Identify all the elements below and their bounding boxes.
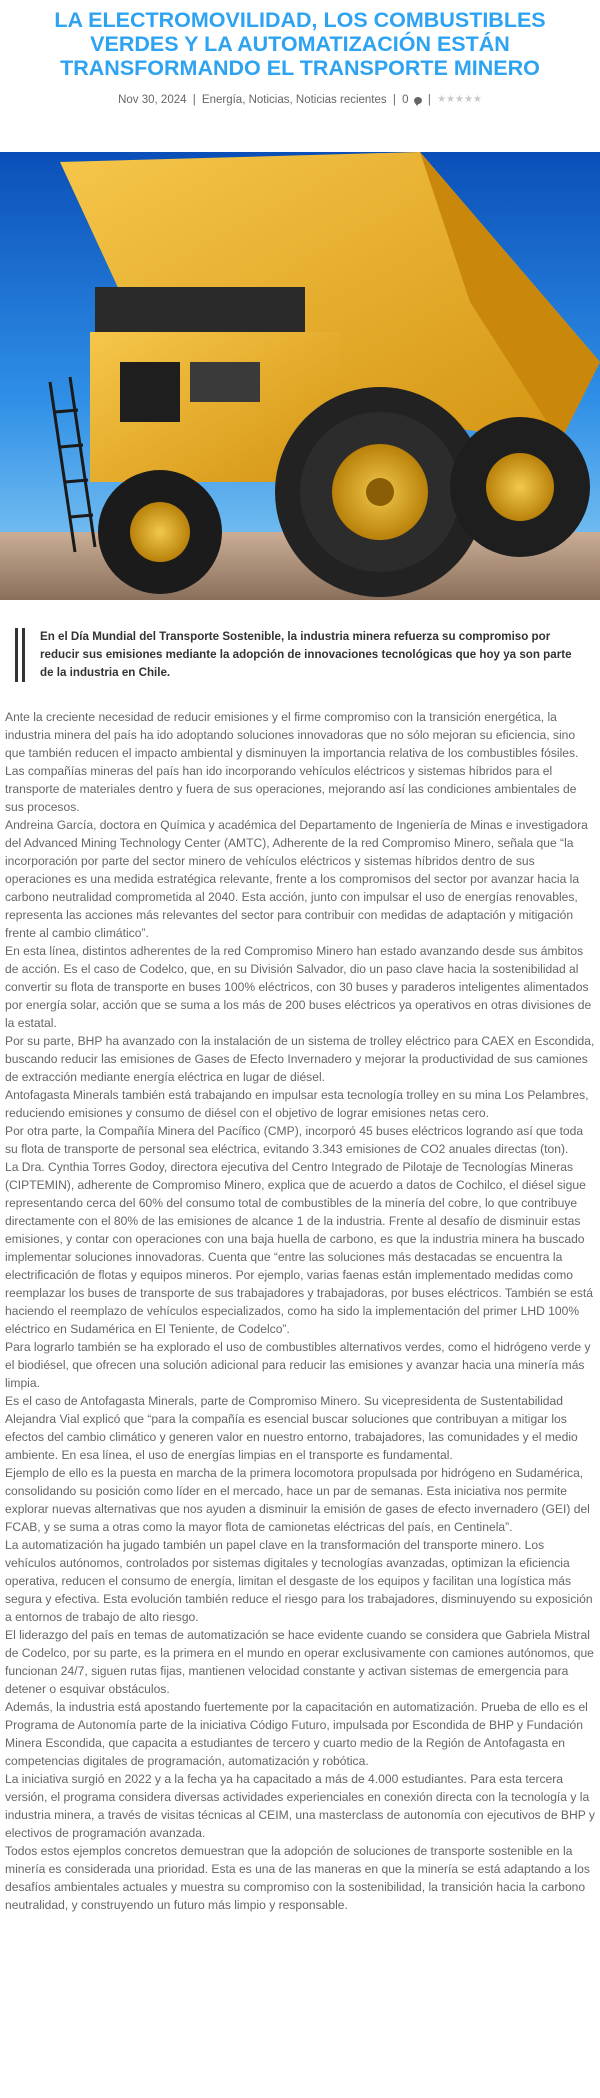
paragraph: Es el caso de Antofagasta Minerals, parte de Compromiso Minero. Su vicepresidenta de Sustentabilidad Alejandra Vial explicó que “para la compañía es esencial buscar soluciones que contribuyan a mitigar los efectos del cambio climático y generen valor en nuestro entorno, trabajadores, las comunidades y el medio ambiente. En esa línea, el uso de energías limpias en el transporte es fundamental. — [5, 1394, 578, 1462]
paragraph: Además, la industria está apostando fuertemente por la capacitación en automatización. Prueba de ello es el Programa de Autonomía parte de la iniciativa Código Futuro, impulsada por Escondida de BHP y Fundación Minera Escondida, que capacita a estudiantes de tercero y cuarto medio de la Región de Antofagasta en competencias digitales de programación, automatización y robótica. — [5, 1700, 588, 1768]
quote-bar — [15, 628, 18, 682]
paragraph: Ante la creciente necesidad de reducir emisiones y el firme compromiso con la transición energética, la industria minera del país ha ido adoptando soluciones innovadoras que no sólo mejoran su eficiencia, sino que también reducen el impacto ambiental y disminuyen la importancia relativa de los combustibles fósiles. Las compañías mineras del país han ido incorporando vehículos eléctricos y sistemas híbridos para el transporte de materiales dentro y fuera de sus operaciones, mejorando así las condiciones ambientales de sus procesos. — [5, 710, 579, 814]
paragraph: Ejemplo de ello es la puesta en marcha de la primera locomotora propulsada por hidrógeno en Sudamérica, consolidando su posición como líder en el mercado, hace un par de semanas. Esta iniciativa nos permite explorar nuevas alternativas que nos ayuden a disminuir la emisión de gases de efecto invernadero (GEI) del FCAB, y se suma a otras como la mayor flota de camionetas eléctricas del país, en Centinela”. — [5, 1466, 590, 1534]
paragraph: Todos estos ejemplos concretos demuestran que la adopción de soluciones de transporte sostenible en la minería es considerada una prioridad. Esta es una de las maneras en que la minería se está adaptando a los desafíos ambientales actuales y muestra su compromiso con la sostenibilidad, la transición hacia la carbono neutralidad, y construyendo un futuro más limpio y responsable. — [5, 1844, 590, 1912]
paragraph: Para lograrlo también se ha explorado el uso de combustibles alternativos verdes, como el hidrógeno verde y el biodiésel, que ofrecen una solución adicional para reducir las emisiones y avanzar hacia una minería más limpia. — [5, 1340, 591, 1390]
article-body — [5, 708, 595, 1914]
hero-image — [0, 152, 600, 600]
paragraph: Por otra parte, la Compañía Minera del Pacífico (CMP), incorporó 45 buses eléctricos logrando así que toda su flota de transporte de personal sea eléctrica, evitando 3.343 emisiones de CO2 anuales directas (ton). — [5, 1124, 584, 1156]
lead-quote — [0, 628, 600, 682]
comments-link[interactable] — [402, 94, 422, 106]
mining-haul-truck-icon — [0, 152, 600, 600]
category-link-energia[interactable]: Energía — [201, 94, 243, 107]
category-link-noticias[interactable]: Noticias — [248, 94, 290, 107]
paragraph: Antofagasta Minerals también está trabajando en impulsar esta tecnología trolley en su mina Los Pelambres, reduciendo emisiones y consumo de diésel con el objetivo de lograr emisiones netas cero. — [5, 1088, 589, 1120]
category-link-noticias-recientes[interactable]: Noticias recientes — [295, 94, 387, 107]
paragraph: En esta línea, distintos adherentes de la red Compromiso Minero han estado avanzando desde sus ámbitos de acción. Es el caso de Codelco, que, en su División Salvador, dio un paso clave hacia la sostenibilidad al convertir su flota de transporte en buses 100% eléctricos, con 30 buses y paraderos inteligentes alimentados por energía solar, acción que se suma a los más de 200 buses eléctricos ya operativos en otras divisiones de la estatal. — [5, 944, 592, 1030]
paragraph: El liderazgo del país en temas de automatización se hace evidente cuando se considera que Gabriela Mistral de Codelco, por su parte, es la primera en el mundo en operar exclusivamente con camiones autónomos, que funcionan 24/7, siguen rutas fijas, mantienen velocidad constante y activan sistemas de emergencia para detener o esquivar obstáculos. — [5, 1628, 594, 1696]
paragraph: La Dra. Cynthia Torres Godoy, directora ejecutiva del Centro Integrado de Pilotaje de Tecnologías Mineras (CIPTEMIN), adherente de Compromiso Minero, explica que de acuerdo a datos de Cochilco, el diésel sigue representando cerca del 60% del consumo total de combustibles de la minería del cobre, lo que contribuye directamente con el 80% de las emisiones de alcance 1 de la industria. Frente al desafío de disminuir estas emisiones, y contar con operaciones con una baja huella de carbono, es que la industria minera ha buscado implementar soluciones innovadoras. Cuenta que “entre las soluciones más destacadas se encuentra la electrificación de flotas y equipos mineros. Por ejemplo, varias faenas están implementado medidas como reemplazar los buses de transporte de sus trabajadores y trabajadoras, por buses eléctricos. También se está haciendo el reemplazo de vehículos especializados, como ha sido la implementación del primer LHD 100% eléctrico en Sudamérica en El Teniente, de Codelco”. — [5, 1160, 593, 1336]
paragraph: La automatización ha jugado también un papel clave en la transformación del transporte minero. Los vehículos autónomos, controlados por sistemas digitales y tecnologías avanzadas, optimizan la eficiencia operativa, reducen el consumo de energía, limitan el desgaste de los equipos y facilitan una logística más segura y efectiva. Esta evolución también reduce el riesgo para los trabajadores, disminuyendo su exposición a entornos de trabajo de alto riesgo. — [5, 1538, 593, 1624]
article-title: LA ELECTROMOVILIDAD, LOS COMBUSTIBLES VERDES Y LA AUTOMATIZACIÓN ESTÁN TRANSFORMANDO EL TRANSPORTE MINERO — [54, 8, 546, 80]
comment-count: 0 — [402, 94, 409, 107]
paragraph: La iniciativa surgió en 2022 y a la fecha ya ha capacitado a más de 4.000 estudiantes. Para esta tercera versión, el programa considera diversas actividades experienciales en conexión directa con la tecnología y la industria minera, a través de visitas técnicas al CEIM, una masterclass de autonomía con ejecutivos de BHP y electivos de programación avanzada. — [5, 1772, 595, 1840]
post-meta: Nov 30, 2024 | Energía, Noticias, Noticias recientes | 0 | ★★★★★ — [118, 94, 482, 107]
post-date: Nov 30, 2024 — [118, 94, 187, 107]
quote-bar — [22, 628, 25, 682]
lead-text: En el Día Mundial del Transporte Sostenible, la industria minera refuerza su compromiso por reducir sus emisiones mediante la adopción de innovaciones tecnológicas que hoy ya son parte de la industria en Chile. — [40, 630, 572, 679]
comment-icon — [414, 97, 422, 104]
rating-stars-icon: ★★★★★ — [437, 94, 482, 105]
paragraph: Andreina García, doctora en Química y académica del Departamento de Ingeniería de Minas e investigadora del Advanced Mining Technology Center (AMTC), Adherente de la red Compromiso Minero, señala que “la incorporación por parte del sector minero de vehículos eléctricos y sistemas híbridos dentro de sus operaciones es una medida estratégica relevante, frente a los compromisos del sector por avanzar hacia la carbono neutralidad comprometida al 2040. Esta acción, junto con impulsar el uso de energías renovables, representa las acciones más relevantes del sector para contribuir con medidas de adaptación y mitigación frente al cambio climático”. — [5, 818, 588, 940]
paragraph: Por su parte, BHP ha avanzado con la instalación de un sistema de trolley eléctrico para CAEX en Escondida, buscando reducir las emisiones de Gases de Efecto Invernadero y mejorar la productividad de sus camiones de extracción mediante energía eléctrica en lugar de diésel. — [5, 1034, 595, 1084]
